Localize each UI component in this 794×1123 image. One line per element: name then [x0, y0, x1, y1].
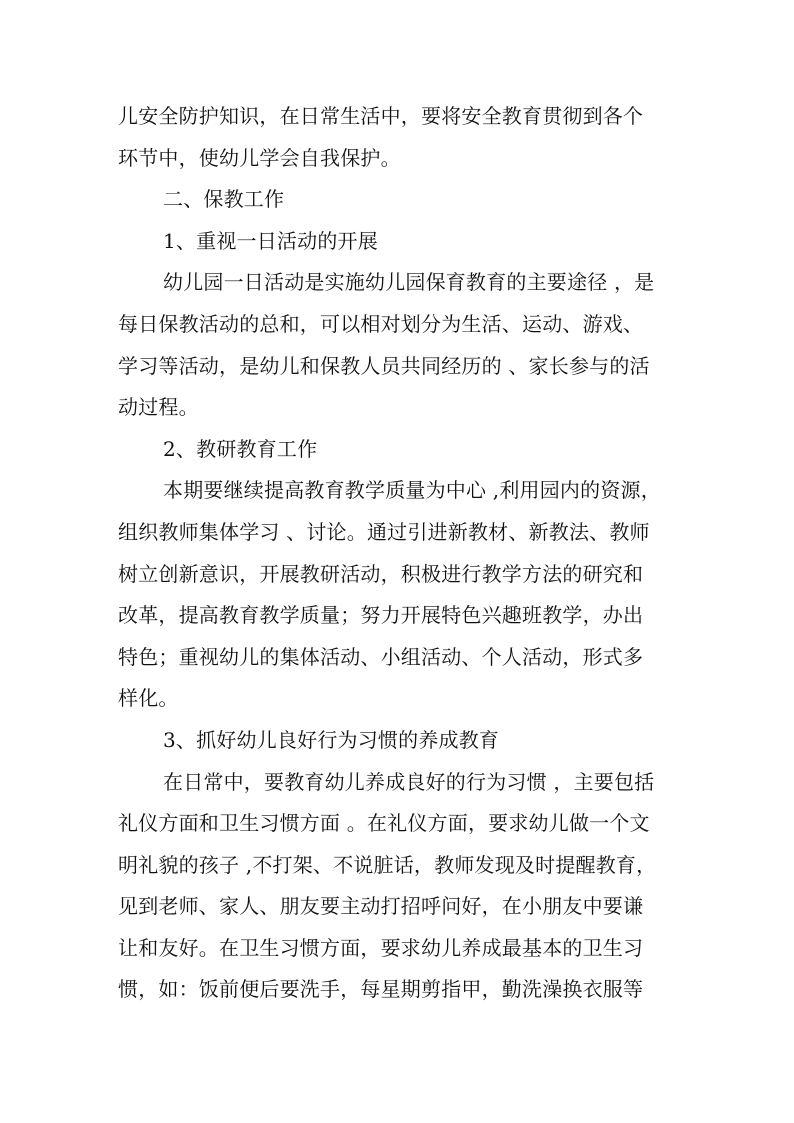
- text-line: 学习等活动，是幼儿和保教人员共同经历的 、家长参与的活: [118, 353, 650, 378]
- subsection-heading: 2、教研教育工作: [163, 436, 318, 461]
- text-line: 见到老师、家人、朋友要主动打招呼问好，在小朋友中要谦: [118, 894, 644, 919]
- text-line: 让和友好。在卫生习惯方面，要求幼儿养成最基本的卫生习: [118, 935, 644, 960]
- text-line: 树立创新意识，开展教研活动，积极进行教学方法的研究和: [118, 561, 644, 586]
- text-line: 特色；重视幼儿的集体活动、小组活动、个人活动，形式多: [118, 644, 644, 669]
- paragraph-first-line: 幼儿园一日活动是实施幼儿园保育教育的主要途径 ，是: [163, 270, 655, 295]
- text-line: 惯，如：饭前便后要洗手，每星期剪指甲，勤洗澡换衣服等: [118, 977, 644, 1002]
- text-line: 每日保教活动的总和，可以相对划分为生活、运动、游戏、: [118, 311, 644, 336]
- text-line: 改革，提高教育教学质量；努力开展特色兴趣班教学，办出: [118, 603, 644, 628]
- text-line: 儿安全防护知识，在日常生活中，要将安全教育贯彻到各个: [118, 104, 644, 128]
- paragraph-first-line: 本期要继续提高教育教学质量为中心 ,利用园内的资源，: [163, 478, 661, 503]
- text-line: 环节中，使幼儿学会自我保护。: [118, 145, 401, 170]
- paragraph-first-line: 在日常中，要教育幼儿养成良好的行为习惯 ，主要包括: [163, 769, 655, 794]
- text-line: 组织教师集体学习 、讨论。通过引进新教材、新教法、教师: [118, 519, 650, 544]
- subsection-heading: 3、抓好幼儿良好行为习惯的养成教育: [163, 727, 500, 752]
- text-line: 样化。: [118, 686, 179, 711]
- text-line: 动过程。: [118, 395, 199, 420]
- document-body: [118, 96, 678, 1011]
- text-line: 明礼貌的孩子 ,不打架、不说脏话，教师发现及时提醒教育，: [118, 852, 657, 877]
- subsection-heading: 1、重视一日活动的开展: [163, 228, 378, 253]
- text-line: 礼仪方面和卫生习惯方面 。在礼仪方面，要求幼儿做一个文: [118, 811, 650, 836]
- section-heading: 二、保教工作: [163, 187, 285, 212]
